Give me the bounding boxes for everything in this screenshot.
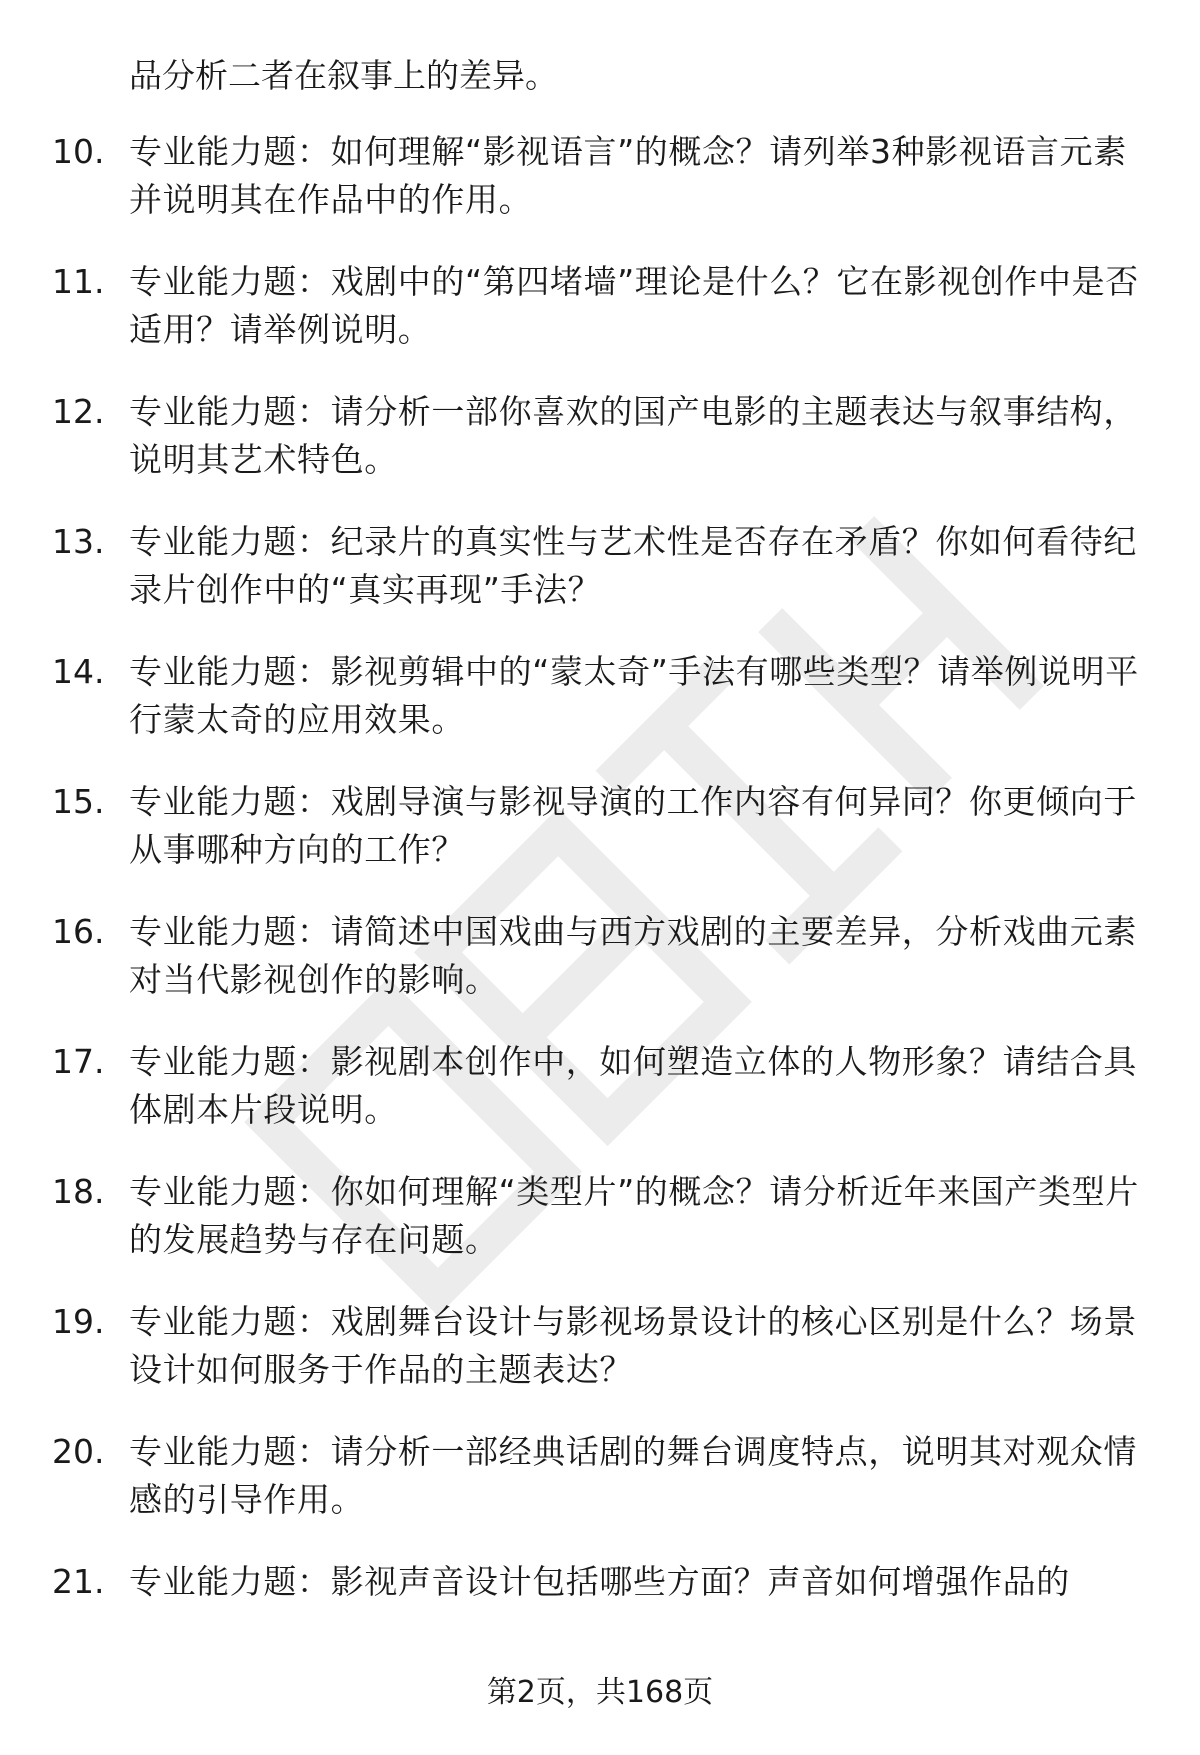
question-text: 专业能力题：如何理解“影视语言”的概念？请列举3种影视语言元素并说明其在作品中的作用。 (129, 132, 1127, 219)
question-text: 专业能力题：戏剧中的“第四堵墙”理论是什么？它在影视创作中是否适用？请举例说明。 (129, 262, 1139, 349)
question-text: 专业能力题：影视剪辑中的“蒙太奇”手法有哪些类型？请举例说明平行蒙太奇的应用效果。 (129, 652, 1139, 739)
question-text: 专业能力题：影视剧本创作中，如何塑造立体的人物形象？请结合具体剧本片段说明。 (129, 1042, 1137, 1129)
question-text: 专业能力题：纪录片的真实性与艺术性是否存在矛盾？你如何看待纪录片创作中的“真实再现”手法？ (129, 522, 1137, 609)
question-item (0, 1558, 1200, 1606)
question-text: 专业能力题：请简述中国戏曲与西方戏剧的主要差异，分析戏曲元素对当代影视创作的影响。 (129, 912, 1137, 999)
question-item (0, 908, 1200, 1004)
question-item (0, 648, 1200, 744)
question-number: 19. (52, 1302, 105, 1341)
continuation-text: 品分析二者在叙事上的差异。 (129, 56, 558, 95)
question-item (0, 258, 1200, 354)
question-number: 12. (52, 392, 105, 431)
question-text: 专业能力题：戏剧导演与影视导演的工作内容有何异同？你更倾向于从事哪种方向的工作？ (129, 782, 1137, 869)
question-number: 11. (52, 262, 105, 301)
question-number: 16. (52, 912, 105, 951)
question-item (0, 778, 1200, 874)
question-text: 专业能力题：影视声音设计包括哪些方面？声音如何增强作品的 (129, 1562, 1070, 1601)
question-number: 13. (52, 522, 105, 561)
question-number: 21. (52, 1562, 105, 1601)
question-item (0, 388, 1200, 484)
question-text: 专业能力题：请分析一部经典话剧的舞台调度特点，说明其对观众情感的引导作用。 (129, 1432, 1137, 1519)
question-number: 14. (52, 652, 105, 691)
question-text: 专业能力题：请分析一部你喜欢的国产电影的主题表达与叙事结构，说明其艺术特色。 (129, 392, 1137, 479)
question-number: 15. (52, 782, 105, 821)
question-item (0, 1168, 1200, 1264)
question-text: 专业能力题：你如何理解“类型片”的概念？请分析近年来国产类型片的发展趋势与存在问题。 (129, 1172, 1139, 1259)
question-text: 专业能力题：戏剧舞台设计与影视场景设计的核心区别是什么？场景设计如何服务于作品的主题表达？ (129, 1302, 1137, 1389)
question-number: 17. (52, 1042, 105, 1081)
page-footer: 第2页，共168页 (486, 1675, 714, 1710)
question-item (0, 518, 1200, 614)
question-number: 18. (52, 1172, 105, 1211)
question-number: 10. (52, 132, 105, 171)
document-body (0, 52, 1200, 1640)
question-item (0, 128, 1200, 224)
question-number: 20. (52, 1432, 105, 1471)
question-item (0, 1038, 1200, 1134)
question-item (0, 1298, 1200, 1394)
question-item (0, 1428, 1200, 1524)
